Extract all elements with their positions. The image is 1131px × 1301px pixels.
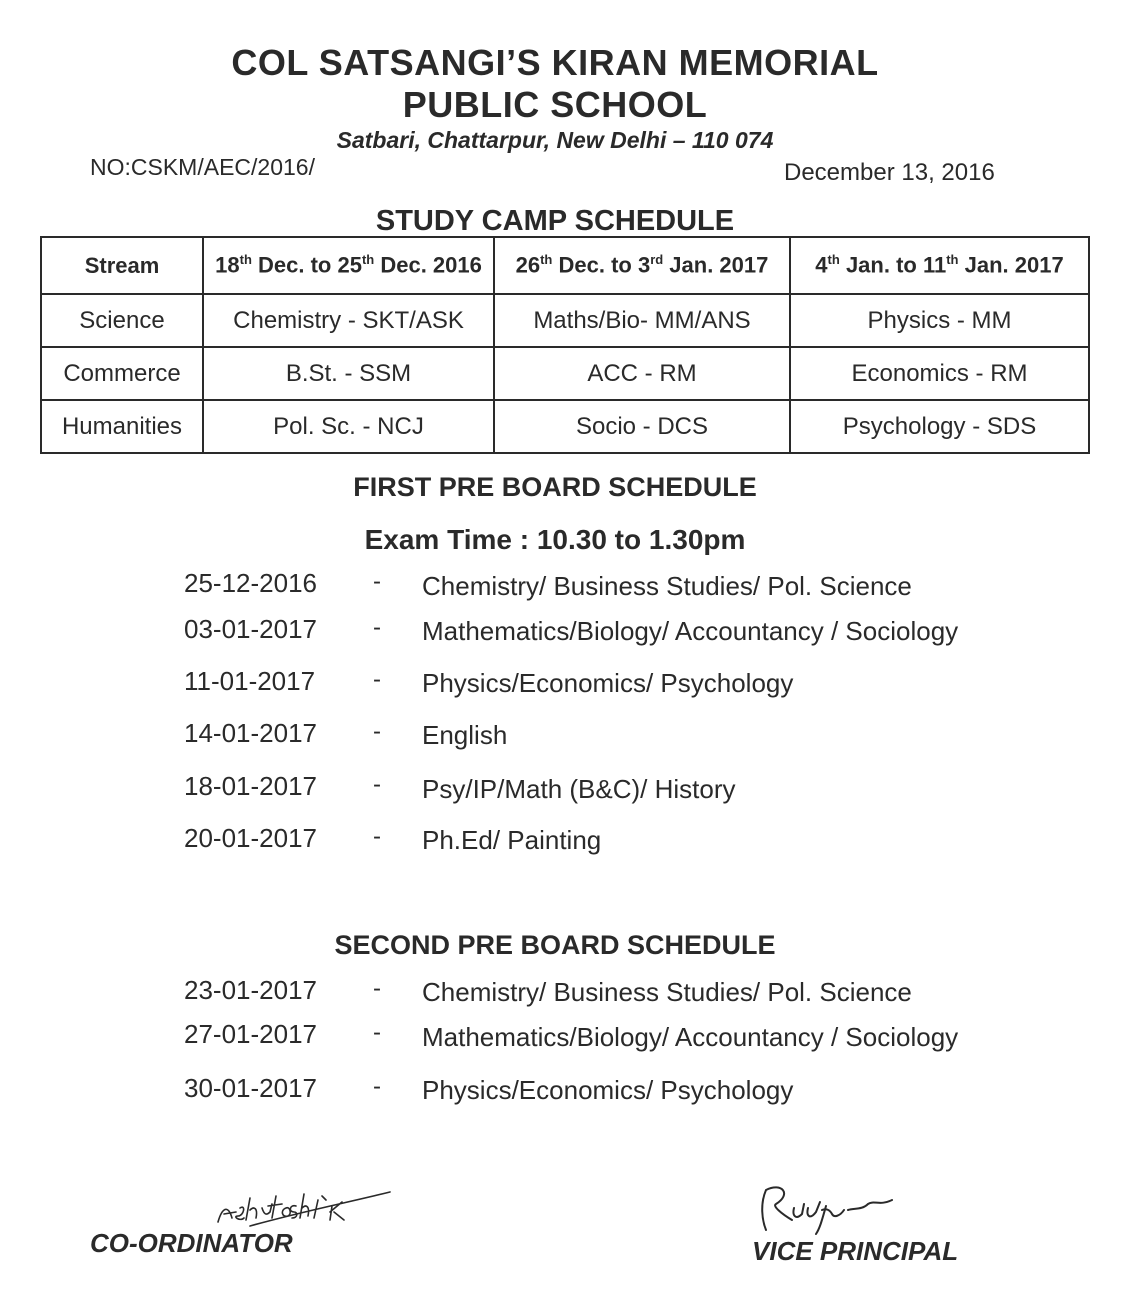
table-header-row: [41, 237, 1089, 294]
exam-date: 14-01-2017: [184, 718, 317, 748]
exam-date: 23-01-2017: [184, 975, 317, 1005]
exam-subjects: English: [422, 720, 508, 750]
separator-dash: -: [373, 975, 381, 1002]
schedule-row: [0, 614, 1131, 654]
school-name-line2: PUBLIC SCHOOL: [402, 84, 708, 125]
study-camp-table: [40, 236, 1090, 454]
exam-date: 25-12-2016: [184, 568, 317, 598]
exam-subjects: Ph.Ed/ Painting: [422, 825, 602, 855]
header-period-3: 4th Jan. to 11th Jan. 2017: [790, 237, 1089, 294]
header-stream: Stream: [41, 237, 203, 294]
header-period-2: 26th Dec. to 3rd Jan. 2017: [494, 237, 790, 294]
separator-dash: -: [373, 1019, 381, 1046]
schedule-row: [0, 568, 1131, 608]
separator-dash: -: [373, 718, 381, 745]
first-pre-board-title: FIRST PRE BOARD SCHEDULE: [353, 472, 757, 502]
stream-cell: Commerce: [41, 347, 203, 400]
table-cell: ACC - RM: [494, 347, 790, 400]
schedule-row: [0, 975, 1131, 1015]
header-period-1: 18th Dec. to 25th Dec. 2016: [203, 237, 494, 294]
exam-subjects: Physics/Economics/ Psychology: [422, 668, 794, 698]
schedule-row: [0, 1019, 1131, 1059]
separator-dash: -: [373, 1073, 381, 1100]
table-cell: Psychology - SDS: [790, 400, 1089, 453]
stream-cell: Humanities: [41, 400, 203, 453]
stream-cell: Science: [41, 294, 203, 347]
document-date: December 13, 2016: [784, 159, 995, 186]
separator-dash: -: [373, 666, 381, 693]
table-cell: Economics - RM: [790, 347, 1089, 400]
exam-subjects: Psy/IP/Math (B&C)/ History: [422, 774, 736, 804]
separator-dash: -: [373, 614, 381, 641]
schedule-row: [0, 771, 1131, 811]
table-cell: Physics - MM: [790, 294, 1089, 347]
exam-date: 30-01-2017: [184, 1073, 317, 1103]
separator-dash: -: [373, 823, 381, 850]
school-name-line1: COL SATSANGI’S KIRAN MEMORIAL: [231, 42, 879, 83]
separator-dash: -: [373, 771, 381, 798]
schedule-row: [0, 1073, 1131, 1113]
table-row: [41, 347, 1089, 400]
study-camp-title: STUDY CAMP SCHEDULE: [375, 205, 735, 237]
separator-dash: -: [373, 568, 381, 595]
exam-date: 18-01-2017: [184, 771, 317, 801]
exam-date: 20-01-2017: [184, 823, 317, 853]
table-cell: Maths/Bio- MM/ANS: [494, 294, 790, 347]
exam-date: 27-01-2017: [184, 1019, 317, 1049]
exam-subjects: Chemistry/ Business Studies/ Pol. Science: [422, 977, 912, 1007]
table-cell: B.St. - SSM: [203, 347, 494, 400]
table-row: [41, 400, 1089, 453]
table-cell: Chemistry - SKT/ASK: [203, 294, 494, 347]
vice-principal-title: VICE PRINCIPAL: [752, 1236, 959, 1266]
exam-date: 11-01-2017: [184, 666, 316, 696]
vice-principal-signature: [752, 1180, 932, 1240]
second-pre-board-title: SECOND PRE BOARD SCHEDULE: [334, 930, 776, 960]
exam-date: 03-01-2017: [184, 614, 317, 644]
exam-subjects: Chemistry/ Business Studies/ Pol. Science: [422, 571, 912, 601]
exam-time: Exam Time : 10.30 to 1.30pm: [364, 524, 746, 555]
coordinator-title: CO-ORDINATOR: [90, 1228, 293, 1258]
table-cell: Pol. Sc. - NCJ: [203, 400, 494, 453]
exam-subjects: Physics/Economics/ Psychology: [422, 1075, 794, 1105]
table-row: [41, 294, 1089, 347]
exam-subjects: Mathematics/Biology/ Accountancy / Sociology: [422, 1022, 959, 1052]
schedule-row: [0, 823, 1131, 863]
schedule-row: [0, 666, 1131, 706]
schedule-row: [0, 718, 1131, 758]
reference-number: NO:CSKM/AEC/2016/: [90, 154, 315, 180]
table-cell: Socio - DCS: [494, 400, 790, 453]
exam-subjects: Mathematics/Biology/ Accountancy / Sociology: [422, 616, 959, 646]
school-address: Satbari, Chattarpur, New Delhi – 110 074: [336, 127, 774, 153]
